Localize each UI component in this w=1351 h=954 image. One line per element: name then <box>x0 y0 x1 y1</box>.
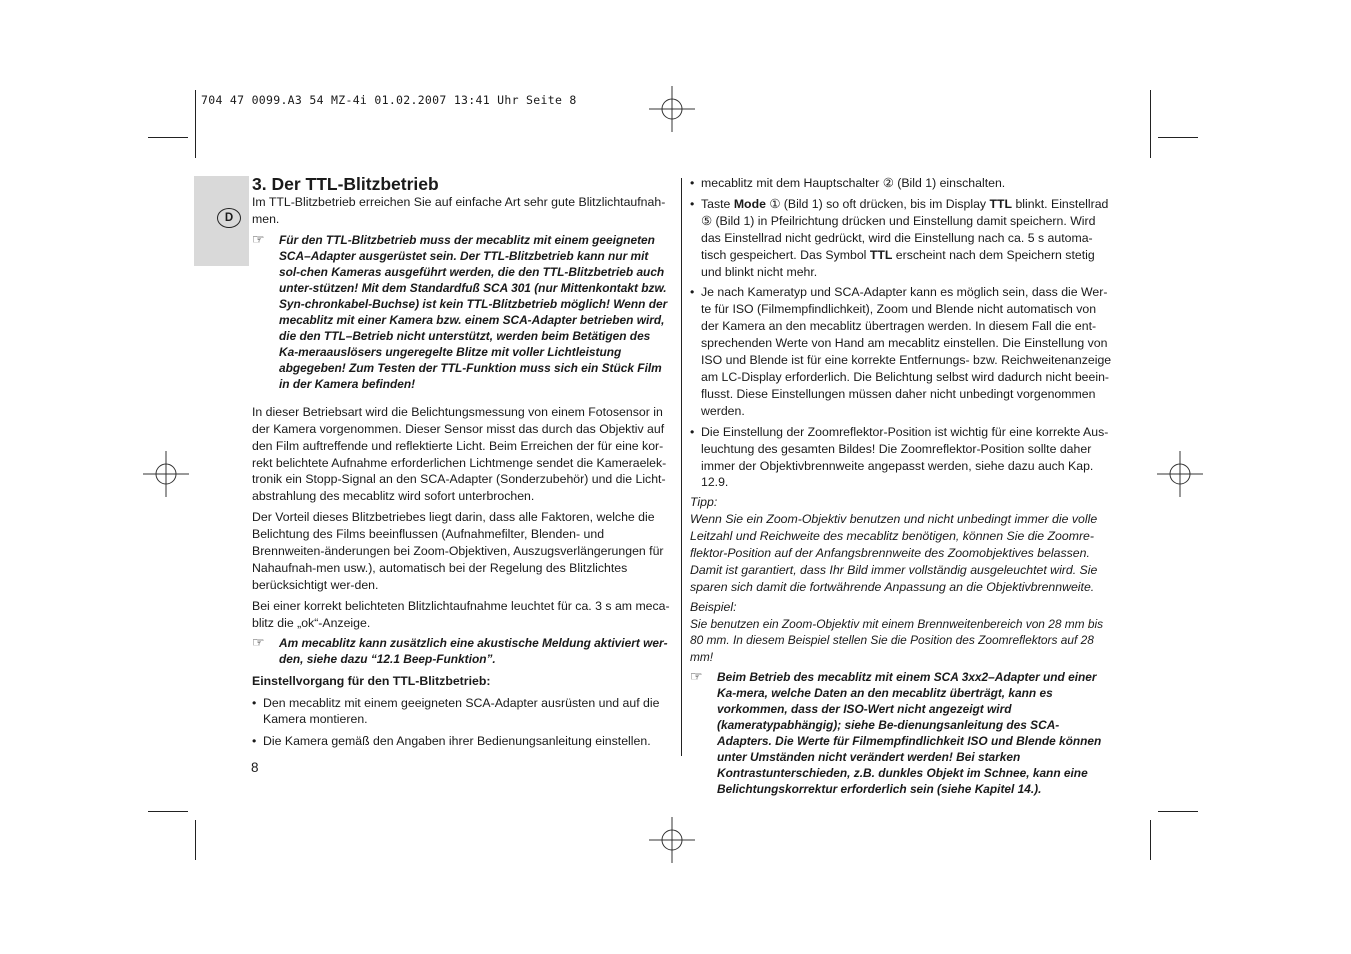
registration-mark-icon <box>1157 451 1203 497</box>
registration-mark-icon <box>649 86 695 132</box>
warning-note-text: Für den TTL-Blitzbetrieb muss der mecablitz mit einem geeigneten SCA–Adapter ausgerüstet sein. Der TTL-Blitzbetrieb kann nur mit sol-chen Kameras ausgeführt werden, die den TTL-Blitzbetrieb auch unter-stützen! Mit dem Standardfuß SCA 301 (nur Mittenkontakt bzw. Syn-chronkabel-Buchse) ist kein TTL-Blitzbetrieb möglich! Wenn der mecablitz mit einer Kamera bzw. einem SCA-Adapter betrieben wird, die den TTL–Betrieb nicht unterstützt, werden beim Betätigen des Ka-meraauslösers ungeregelte Blitze mit voller Lichtleistung abgegeben! Zum Testen der TTL-Funktion muss sich ein Stück Film in der Kamera befinden! <box>279 232 668 391</box>
list-item-text: Die Kamera gemäß den Angaben ihrer Bedienungsanleitung einstellen. <box>263 734 651 749</box>
crop-mark <box>1158 811 1198 812</box>
paragraph: Bei einer korrekt belichteten Blitzlichtaufnahme leuchtet für ca. 3 s am meca-blitz die „ok“-Anzeige. <box>252 598 670 630</box>
crop-mark <box>1150 820 1151 860</box>
tip-label: Tipp: <box>690 495 718 510</box>
bullet-icon: • <box>690 424 695 439</box>
bullet-icon: • <box>690 176 695 190</box>
print-header: 704 47 0099.A3 54 MZ-4i 01.02.2007 13:41 Uhr Seite 8 <box>201 93 577 107</box>
mode-key-label: Mode <box>733 196 766 211</box>
info-note <box>252 635 670 667</box>
crop-mark <box>195 820 196 860</box>
pointing-hand-icon: ☞ <box>252 633 265 650</box>
list-item-text: Je nach Kameratyp und SCA-Adapter kann es möglich sein, dass die Wer-te für ISO (Filmempfindlichkeit), Zoom und Blende nicht automatisch von der Kamera an den mecablitz übertragen werden. In diesem Fall die ent-sprechenden Werte von Hand am mecablitz einstellen. Die Einstellung von ISO und Blende ist für eine korrekte Entfernungs- bzw. Reichweitenanzeige am LC-Display erforderlich. Die Belichtung selbst wird dadurch nicht beein-flusst. Diese Einstellungen müssen daher nicht unbedingt vorgenommen werden. <box>701 285 1112 418</box>
language-badge: D <box>217 208 241 228</box>
crop-mark <box>148 137 188 138</box>
left-column <box>252 174 670 750</box>
subheading: Einstellvorgang für den TTL-Blitzbetrieb: <box>252 673 491 688</box>
warning-note <box>690 669 1112 797</box>
registration-mark-icon <box>649 817 695 863</box>
warning-note <box>252 232 670 392</box>
list-item <box>690 424 1112 492</box>
pointing-hand-icon: ☞ <box>690 668 703 685</box>
intro-paragraph: Im TTL-Blitzbetrieb erreichen Sie auf einfache Art sehr gute Blitzlichtaufnah-men. <box>252 195 666 226</box>
crop-mark <box>1150 90 1151 158</box>
bullet-icon: • <box>252 695 257 710</box>
registration-mark-icon <box>143 451 189 497</box>
list-item-text: mecablitz mit dem Hauptschalter ② (Bild 1) einschalten. <box>701 176 1006 190</box>
pointing-hand-icon: ☞ <box>252 230 265 247</box>
right-column <box>690 175 1112 797</box>
bullet-icon: • <box>690 285 695 300</box>
ttl-symbol: TTL <box>989 196 1013 211</box>
list-item-text: Die Einstellung der Zoomreflektor-Position ist wichtig für eine korrekte Aus-leuchtung des gesamten Bildes! Die Zoomreflektor-Position sollte daher immer der Objektivbrennweite angepasst werden, siehe dazu auch Kap. 12.9. <box>701 424 1109 490</box>
list-item <box>690 284 1112 419</box>
language-tab <box>194 176 249 266</box>
paragraph: Der Vorteil dieses Blitzbetriebes liegt darin, dass alle Faktoren, welche die Belichtung des Films beeinflussen (Aufnahmefilter, Blenden- und Brennweiten-änderungen bei Zoom-Objektiven, Auszugsverlängerungen für Nahaufnah-men usw.), automatisch bei der Regelung des Blitzlichtes berücksichtigt wer-den. <box>252 510 664 592</box>
ttl-symbol: TTL <box>869 247 893 262</box>
crop-mark <box>148 811 188 812</box>
list-item <box>690 175 1112 192</box>
section-title: 3. Der TTL-Blitzbetrieb <box>252 174 439 194</box>
page-number: 8 <box>251 760 259 775</box>
paragraph: In dieser Betriebsart wird die Belichtungsmessung von einem Fotosensor in der Kamera vorgenommen. Dieser Sensor misst das durch das Objektiv auf den Film auftreffende und reflektierte Licht. Beim Erreichen der für eine kor-rekt belichtete Aufnahme erforderlichen Lichtmenge sendet die Kameraelek-tronik ein Stopp-Signal an den SCA-Adapter (Sonderzubehör) und die Licht-abstrahlung des mecablitz wird sofort unterbrochen. <box>252 404 667 504</box>
example-label: Beispiel: <box>690 599 737 614</box>
column-divider <box>681 178 682 756</box>
list-item-text: Den mecablitz mit einem geeigneten SCA-Adapter ausrüsten und auf die Kamera montieren. <box>263 695 660 727</box>
info-note-text: Am mecablitz kann zusätzlich eine akustische Meldung aktiviert wer-den, siehe dazu “12.1 Beep-Funktion”. <box>279 635 668 666</box>
list-item <box>252 695 670 729</box>
crop-mark <box>195 90 196 158</box>
tip-text: Wenn Sie ein Zoom-Objektiv benutzen und nicht unbedingt immer die volle Leitzahl und Reichweite des mecablitz benötigen, können Sie die Zoomre-flektor-Position auf der Anfangsbrennweite des Zoomobjektives belassen. Damit ist garantiert, dass Ihr Bild immer vollständig ausgeleuchtet wird. Sie sparen sich damit die fortwährende Anpassung an die Objektivbrennweite. <box>690 512 1098 594</box>
example-text: Sie benutzen ein Zoom-Objektiv mit einem Brennweitenbereich von 28 mm bis 80 mm. In diesem Beispiel stellen Sie die Position des Zoomreflektors auf 28 mm! <box>690 616 1104 664</box>
crop-mark <box>1158 137 1198 138</box>
list-item <box>252 733 670 750</box>
warning-note-text: Beim Betrieb des mecablitz mit einem SCA 3xx2–Adapter und einer Ka-mera, welche Daten an den mecablitz überträgt, kann es vorkommen, dass der ISO-Wert nicht angezeigt wird (kameratypabhängig); siehe Be-dienungsanleitung des SCA-Adapters. Die Werte für Filmempfindlichkeit ISO und Blende können unter Umständen nicht verändert werden! Bei starken Kontrastunterschieden, z.B. dunkles Objekt im Schnee, kann eine Belichtungskorrektur erforderlich sein (siehe Kapitel 14.). <box>717 670 1102 797</box>
bullet-icon: • <box>252 734 257 749</box>
list-item: • Taste Mode ① (Bild 1) so oft drücken, bis im Display TTL blinkt. Einstellrad ⑤ (Bild 1) in Pfeilrichtung drücken und Einstellung damit speichern. Wird das Einstellrad nicht gedrückt, wird die Einstellung nach ca. 5 s automa-tisch gespeichert. Das Symbol TTL erscheint nach dem Speichern stetig und blinkt nicht mehr. <box>690 196 1109 279</box>
bullet-icon: • <box>690 196 695 211</box>
